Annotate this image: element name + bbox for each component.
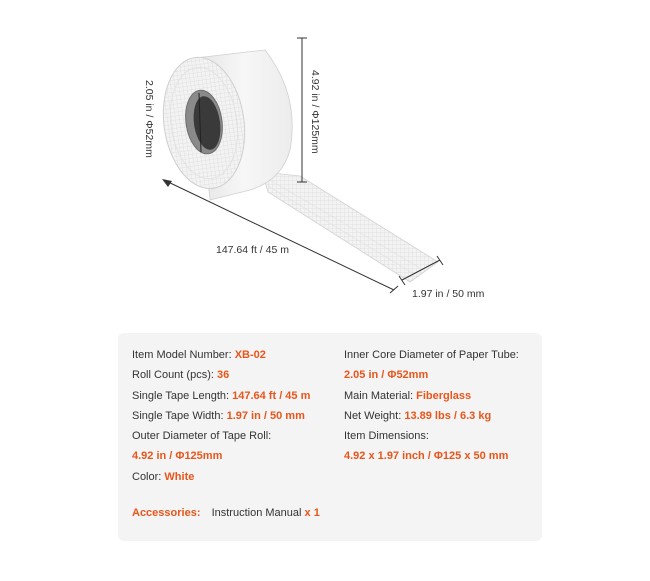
spec-value: 2.05 in / Φ52mm xyxy=(344,369,429,382)
spec-label: Outer Diameter of Tape Roll: xyxy=(132,430,272,443)
spec-row-outer-diameter-value xyxy=(132,446,332,466)
spec-value: Fiberglass xyxy=(416,389,472,402)
spec-row-outer-diameter xyxy=(132,426,332,446)
outer-diameter-label: 4.92 in / Φ125mm xyxy=(309,70,321,154)
spec-value: White xyxy=(164,470,195,483)
length-label: 147.64 ft / 45 m xyxy=(216,244,289,256)
accessories-label: Accessories: xyxy=(132,507,201,519)
spec-value: 1.97 in / 50 mm xyxy=(226,409,305,422)
accessories-row xyxy=(132,507,320,519)
width-label: 1.97 in / 50 mm xyxy=(412,288,485,300)
spec-row-roll-count xyxy=(132,365,332,385)
spec-value: 147.64 ft / 45 m xyxy=(232,389,311,402)
spec-row-inner-core xyxy=(344,345,540,365)
spec-label: Single Tape Length: xyxy=(132,389,230,402)
spec-label: Color: xyxy=(132,470,162,483)
spec-row-dimensions-value xyxy=(344,446,540,466)
spec-label: Net Weight: xyxy=(344,409,402,422)
spec-value: 4.92 in / Φ125mm xyxy=(132,450,223,463)
spec-row-width xyxy=(132,406,332,426)
spec-row-model xyxy=(132,345,332,365)
spec-label: Single Tape Width: xyxy=(132,409,224,422)
spec-value: 36 xyxy=(216,369,230,382)
spec-row-length xyxy=(132,386,332,406)
spec-value: 13.89 lbs / 6.3 kg xyxy=(404,409,492,422)
spec-row-color xyxy=(132,467,332,487)
spec-row-material xyxy=(344,386,540,406)
spec-label: Item Model Number: xyxy=(132,349,232,361)
spec-value: XB-02 xyxy=(234,349,266,361)
spec-label: Item Dimensions: xyxy=(344,430,429,443)
spec-row-dimensions xyxy=(344,426,540,446)
accessory-item: Instruction Manual xyxy=(211,507,302,519)
spec-row-weight xyxy=(344,406,540,426)
spec-column-right xyxy=(344,345,540,467)
inner-diameter-label: 2.05 in / Φ52mm xyxy=(143,80,155,158)
spec-row-inner-core-value xyxy=(344,365,540,385)
spec-label: Main Material: xyxy=(344,389,414,402)
spec-column-left xyxy=(132,345,332,487)
spec-label: Roll Count (pcs): xyxy=(132,369,214,382)
accessory-qty: x 1 xyxy=(304,507,320,519)
spec-card xyxy=(118,333,542,541)
spec-label: Inner Core Diameter of Paper Tube: xyxy=(344,349,519,361)
spec-value: 4.92 x 1.97 inch / Φ125 x 50 mm xyxy=(344,450,509,463)
